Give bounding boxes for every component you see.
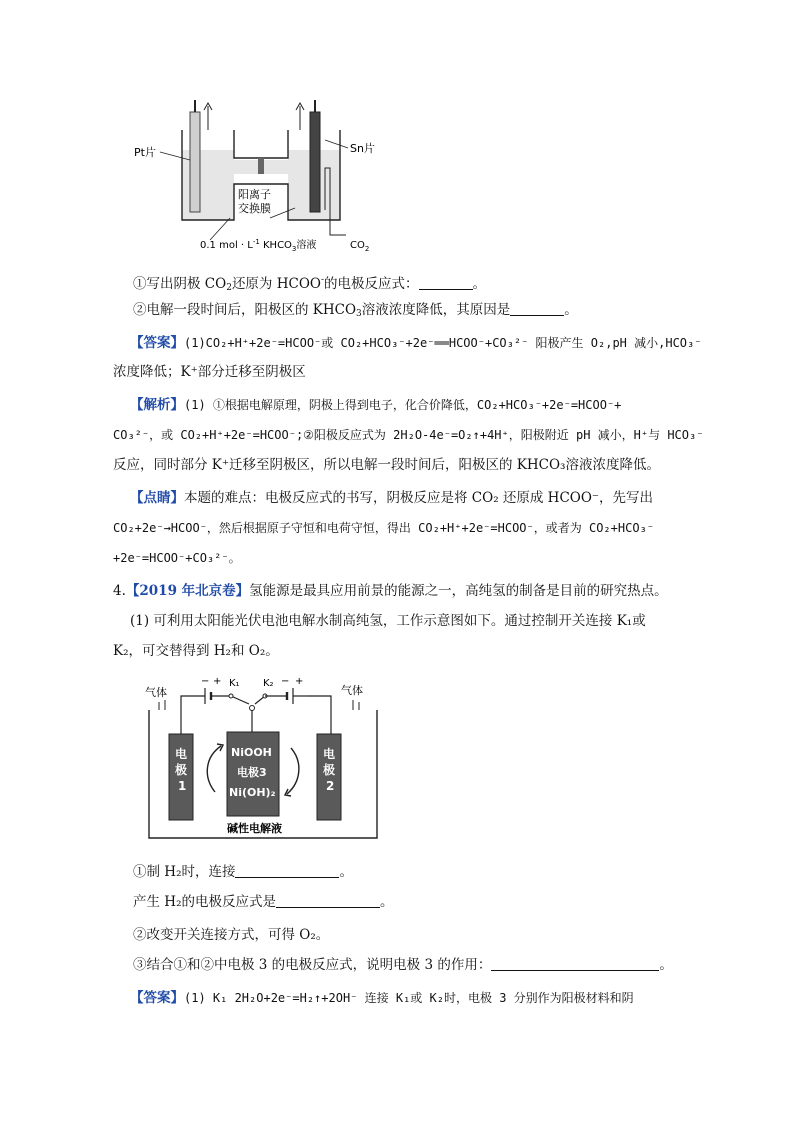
subq3-text: ③结合①和②中电极 3 的电极反应式，说明电极 3 的作用： (133, 957, 492, 973)
q2-end: 。 (564, 302, 578, 318)
answer-line-1 (130, 333, 701, 353)
electrolysis-cell-figure (130, 100, 375, 255)
answer4-line (130, 988, 634, 1008)
q4-part1-text-1: (1) 可利用太阳能光伏电池电解水制高纯氢，工作示意图如下。通过控制开关连接 K₁或 (130, 613, 646, 629)
highlight-tag: 【点睛】 (130, 490, 184, 506)
subq-3 (133, 955, 673, 975)
battery1-minus: − (201, 676, 210, 687)
wire-right (307, 696, 331, 734)
gas-right-label: 气体 (341, 684, 363, 697)
subq1b-end: 。 (379, 894, 394, 910)
q2-pre: ②电解一段时间后，阳极区的 KHCO (133, 302, 357, 318)
vessel-bridge (234, 130, 288, 158)
svg-text:1: 1 (178, 779, 187, 793)
subq-1b (133, 892, 393, 912)
q2-sub: 3 (356, 309, 362, 319)
cycle-arrow-left (207, 746, 221, 792)
question-4-stem (113, 581, 668, 601)
analysis-text-2: CO₃²⁻，或 CO₂+H⁺+2e⁻=HCOO⁻;②阳极反应式为 2H₂O-4e⁻=O₂↑+4H⁺，阳极附近 pH 减小，H⁺与 HCO₃⁻ (113, 428, 704, 442)
question-4-part1-line2 (113, 641, 279, 661)
e3-top: NiOOH (231, 746, 272, 759)
q1-pre: ①写出阴极 CO (133, 276, 227, 292)
answer-text-2: 浓度降低；K⁺部分迁移至阴极区 (113, 364, 306, 380)
membrane-label-1: 阳离子 (238, 188, 271, 201)
solution-label: 0.1 mol · $L^{-1}$ $KHCO_3$溶液 (200, 238, 317, 253)
q1-sup: - (320, 275, 325, 285)
answer-blank-5[interactable] (491, 956, 659, 971)
analysis-line-3 (113, 455, 660, 475)
answer-text-1: (1)CO₂+H⁺+2e⁻=HCOO⁻或 CO₂+HCO₃⁻+2e⁻══HCOO⁻+CO₃²⁻ 阳极产生 O₂,pH 减小,HCO₃⁻ (184, 336, 702, 350)
q4-part1-text-2: K₂，可交替得到 H₂和 O₂。 (113, 643, 279, 659)
highlight-text-2: CO₂+2e⁻→HCOO⁻，然后根据原子守恒和电荷守恒，得出 CO₂+H⁺+2e⁻=HCOO⁻，或者为 CO₂+HCO₃⁻ (113, 521, 654, 535)
analysis-line-2 (113, 425, 703, 445)
subq-1 (133, 862, 353, 882)
q2-post: 溶液浓度降低，其原因是 (361, 302, 511, 318)
answer-blank-3[interactable] (235, 863, 339, 878)
question-4-part1-line1 (130, 611, 646, 631)
sn-electrode (310, 112, 320, 212)
battery2-minus: − (281, 676, 290, 687)
highlight-line-3 (113, 548, 241, 568)
question-1 (133, 270, 486, 298)
battery2-plus: + (295, 676, 304, 687)
membrane (258, 158, 264, 174)
q4-source: 【2019 年北京卷】 (125, 583, 250, 599)
analysis-text-1: (1) ①根据电解原理，阴极上得到电子，化合价降低，CO₂+HCO₃⁻+2e⁻=HCOO⁻+ (184, 398, 622, 412)
highlight-line-1 (130, 488, 653, 508)
electrolyte-label: 碱性电解液 (227, 822, 282, 835)
q4-text: 氢能源是最具应用前景的能源之一，高纯氢的制备是目前的研究热点。 (249, 583, 668, 599)
svg-text:极: 极 (175, 763, 188, 777)
highlight-line-2 (113, 518, 654, 538)
answer4-tag: 【答案】 (130, 990, 184, 1006)
switch-k1[interactable] (231, 696, 249, 704)
pt-label: Pt片 (134, 146, 156, 159)
q1-end: 。 (472, 276, 487, 292)
q4-number: 4. (113, 583, 126, 599)
answer-blank-1[interactable] (419, 275, 473, 290)
subq3-end: 。 (659, 957, 673, 973)
cycle-arrow-right (287, 748, 299, 794)
svg-text:电: 电 (323, 747, 336, 761)
q1-sub: 2 (226, 283, 232, 293)
analysis-tag: 【解析】 (130, 397, 184, 413)
analysis-text-3: 反应，同时部分 K⁺迁移至阴极区，所以电解一段时间后，阳极区的 KHCO₃溶液浓度降低。 (113, 457, 660, 473)
k1-label: K₁ (229, 678, 240, 689)
svg-text:电: 电 (175, 747, 188, 761)
wire-left (181, 696, 205, 734)
membrane-label-2: 交换膜 (238, 202, 271, 215)
subq1-end: 。 (339, 864, 353, 880)
svg-text:2: 2 (326, 779, 335, 793)
subq1-text: ①制 H₂时，连接 (133, 864, 236, 880)
e3-mid: 电极3 (237, 766, 267, 779)
k2-label: K₂ (263, 678, 274, 689)
highlight-text-3: +2e⁻=HCOO⁻+CO₃²⁻。 (113, 551, 241, 565)
analysis-line-1 (130, 395, 621, 415)
e3-bot: Ni(OH)₂ (229, 786, 276, 799)
q1-mid: 还原为 HCOO (231, 276, 321, 292)
alkaline-electrolysis-figure (145, 672, 385, 850)
co2-label: $CO_2$ (350, 240, 370, 253)
answer-blank-4[interactable] (276, 893, 380, 908)
subq-2 (133, 925, 329, 945)
pt-electrode (190, 112, 200, 212)
subq1b-text: 产生 H₂的电极反应式是 (133, 894, 276, 910)
svg-text:极: 极 (323, 763, 336, 777)
answer-blank-2[interactable] (510, 301, 564, 316)
subq2-text: ②改变开关连接方式，可得 O₂。 (133, 927, 330, 943)
answer-line-2 (113, 362, 306, 382)
highlight-text-1: 本题的难点：电极反应式的书写，阴极反应是将 CO₂ 还原成 HCOO⁻，先写出 (184, 490, 654, 506)
q1-post: 的电极反应式： (324, 276, 419, 292)
question-2 (133, 300, 578, 324)
answer4-text: (1) K₁ 2H₂O+2e⁻=H₂↑+2OH⁻ 连接 K₁或 K₂时，电极 3 分别作为阳极材料和阴 (184, 991, 634, 1005)
battery1-plus: + (213, 676, 222, 687)
gas-left-label: 气体 (145, 686, 167, 699)
answer-tag: 【答案】 (130, 335, 184, 351)
sn-label: Sn片 (350, 142, 375, 155)
